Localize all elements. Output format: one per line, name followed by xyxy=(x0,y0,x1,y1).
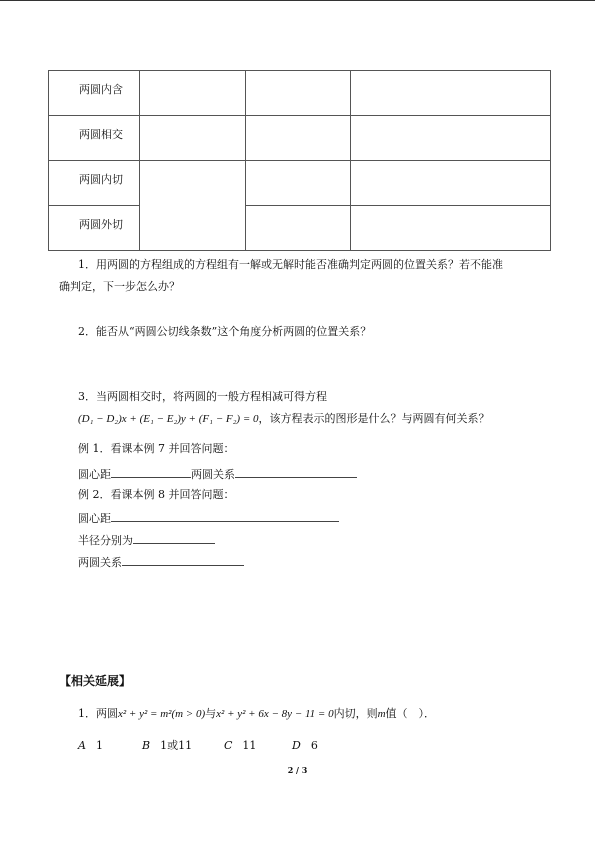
example-1-title: 例 1．看课本例 7 并回答问题： xyxy=(78,442,235,455)
extension-question-1 xyxy=(78,706,435,722)
cell xyxy=(246,71,351,116)
example-2-title: 例 2．看课本例 8 并回答问题： xyxy=(78,488,235,501)
cell xyxy=(140,71,246,116)
question-suffix: 内切，则 xyxy=(333,707,378,720)
row-label-contained: 两圆内含 xyxy=(49,71,140,116)
radius-label: 半径分别为 xyxy=(78,534,133,547)
cell xyxy=(351,116,551,161)
cell xyxy=(351,71,551,116)
row-label-intersecting: 两圆相交 xyxy=(49,116,140,161)
example-2-relation-line xyxy=(78,553,244,571)
cell xyxy=(246,161,351,206)
question-1-line-2: 确判定，下一步怎么办？ xyxy=(59,280,180,293)
circle-equation-2: x² + y² + 6x − 8y − 11 = 0 xyxy=(216,708,334,720)
option-b[interactable]: B 1或11 xyxy=(142,739,193,752)
row-label-externally-tangent: 两圆外切 xyxy=(49,206,140,251)
relation-label: 两圆关系 xyxy=(191,468,235,481)
question-3-line-2 xyxy=(78,411,490,427)
example-2-distance-line xyxy=(78,509,339,527)
question-2: 2．能否从“两圆公切线条数”这个角度分析两圆的位置关系？ xyxy=(78,325,372,338)
difference-equation: (D₁ − D₂)x + (E₁ − E₂)y + (F₁ − F₂) = 0 xyxy=(78,413,259,425)
relation-blank[interactable] xyxy=(122,553,244,566)
question-3-line-1: 3．当两圆相交时，将两圆的一般方程相减可得方程 xyxy=(78,390,327,403)
row-label-internally-tangent: 两圆内切 xyxy=(49,161,140,206)
option-d[interactable]: D 6 xyxy=(292,739,318,752)
question-3-tail: ，该方程表示的图形是什么？与两圆有何关系？ xyxy=(258,412,490,425)
relation-label: 两圆关系 xyxy=(78,556,122,569)
extension-heading: 【相关延展】 xyxy=(59,674,132,688)
question-prefix: 1．两圆 xyxy=(78,707,118,720)
example-2-radius-line xyxy=(78,531,215,549)
page-top-border xyxy=(0,0,595,1)
example-1-answer-line xyxy=(78,465,357,483)
page-number: 2 / 3 xyxy=(287,765,308,775)
answer-options xyxy=(78,738,318,754)
conjunction: 与 xyxy=(205,707,217,720)
center-distance-label: 圆心距 xyxy=(78,468,111,481)
merged-cell xyxy=(140,161,246,251)
center-distance-blank[interactable] xyxy=(111,509,339,522)
center-distance-label: 圆心距 xyxy=(78,512,111,525)
relation-blank[interactable] xyxy=(235,465,357,478)
option-a[interactable]: A 1 xyxy=(78,739,103,752)
center-distance-blank[interactable] xyxy=(111,465,191,478)
variable-m: m xyxy=(377,708,386,720)
cell xyxy=(246,206,351,251)
question-1-line-1: 1．用两圆的方程组成的方程组有一解或无解时能否准确判定两圆的位置关系？若不能准 xyxy=(78,258,503,271)
cell xyxy=(351,161,551,206)
circle-position-table xyxy=(48,70,551,251)
option-c[interactable]: C 11 xyxy=(224,739,257,752)
cell xyxy=(351,206,551,251)
radius-blank[interactable] xyxy=(133,531,215,544)
cell xyxy=(246,116,351,161)
circle-equation-1: x² + y² = m²(m > 0) xyxy=(118,708,206,720)
cell xyxy=(140,116,246,161)
question-end: 值（ ）． xyxy=(385,707,436,720)
